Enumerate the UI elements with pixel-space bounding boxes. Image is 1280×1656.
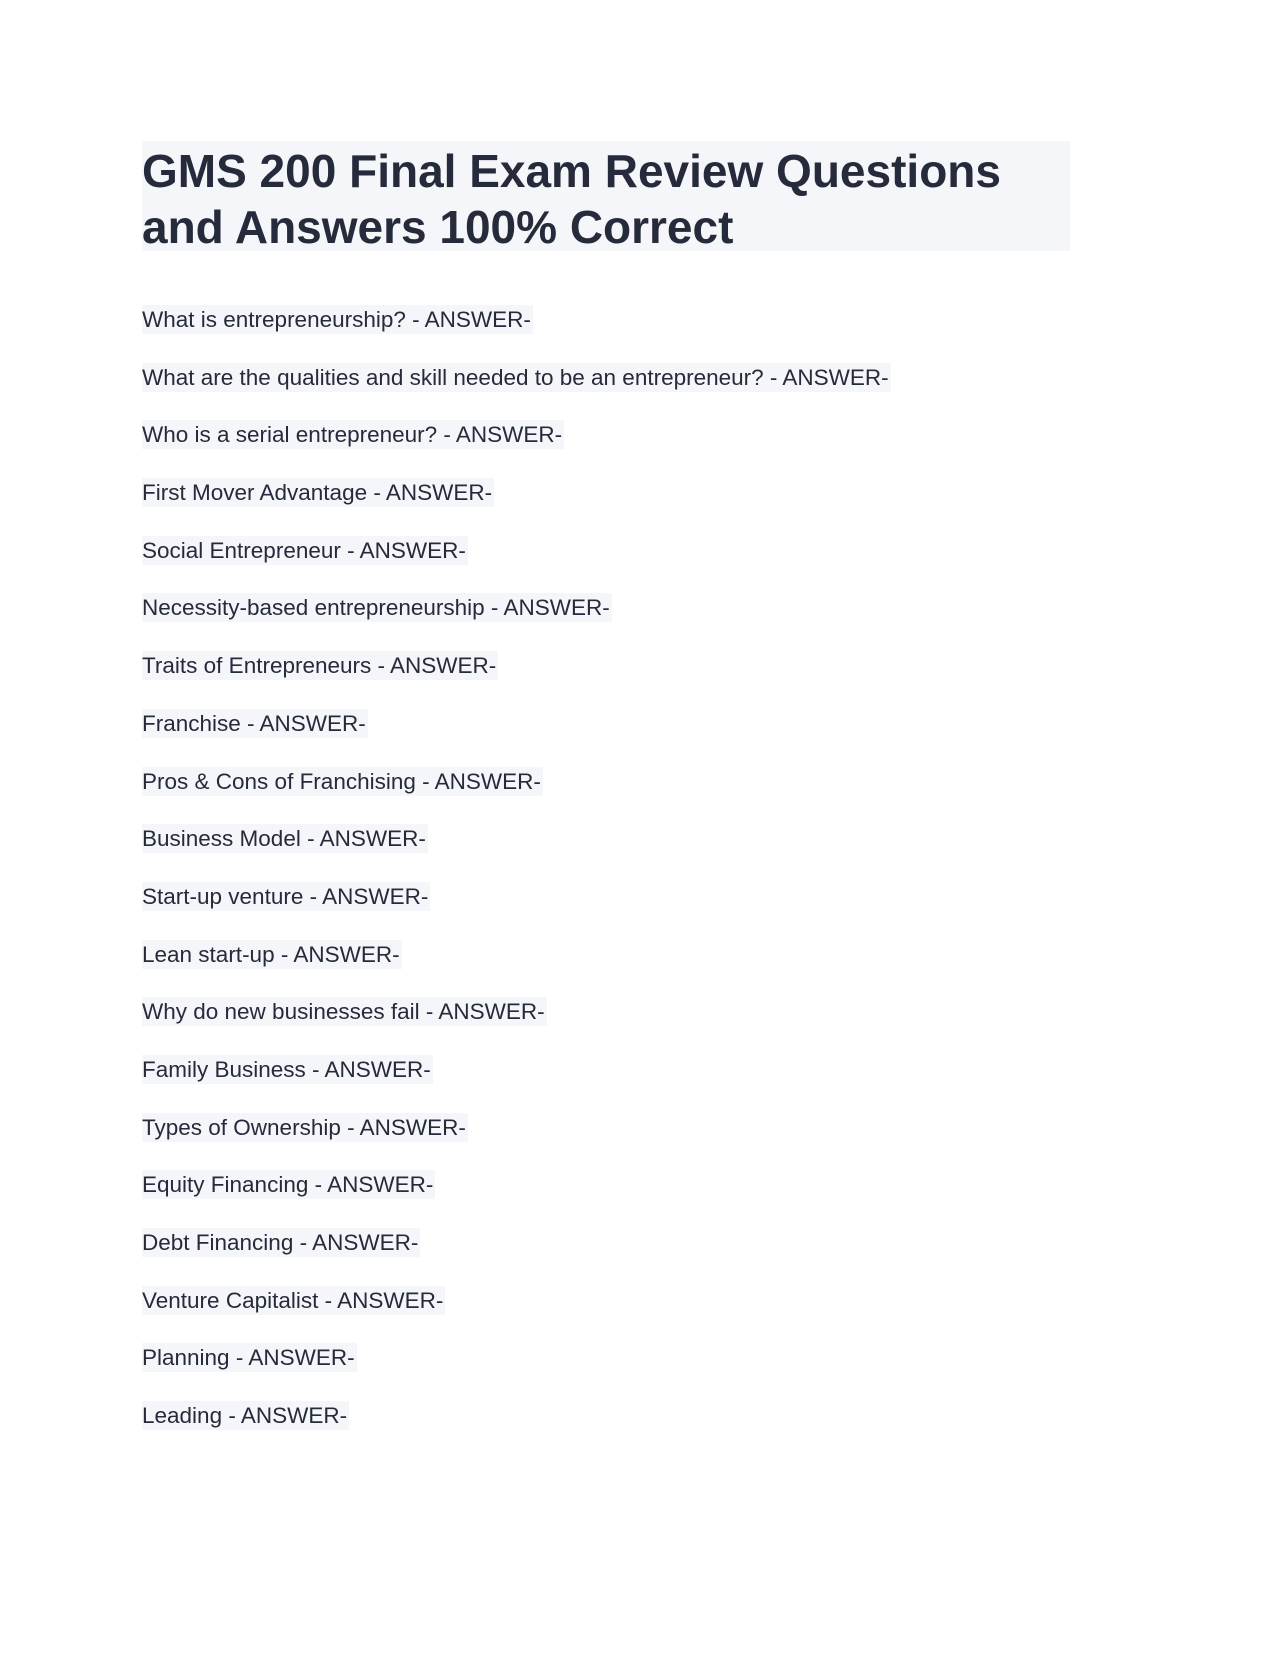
question-list bbox=[142, 305, 891, 1459]
question-text: Necessity-based entrepreneurship - ANSWER- bbox=[142, 595, 610, 621]
list-item bbox=[142, 651, 891, 709]
list-item bbox=[142, 882, 891, 940]
title-block bbox=[142, 141, 1070, 251]
list-item bbox=[142, 1401, 891, 1459]
list-item bbox=[142, 1055, 891, 1113]
question-text: Traits of Entrepreneurs - ANSWER- bbox=[142, 653, 497, 679]
question-text: Venture Capitalist - ANSWER- bbox=[142, 1287, 444, 1313]
question-text: Leading - ANSWER- bbox=[142, 1403, 348, 1429]
question-text: What is entrepreneurship? - ANSWER- bbox=[142, 307, 531, 332]
question-text: Business Model - ANSWER- bbox=[142, 826, 426, 852]
list-item bbox=[142, 709, 891, 767]
list-item bbox=[142, 305, 891, 363]
question-text: Equity Financing - ANSWER- bbox=[142, 1172, 434, 1198]
list-item bbox=[142, 1343, 891, 1401]
question-text: Planning - ANSWER- bbox=[142, 1345, 355, 1371]
question-text: Debt Financing - ANSWER- bbox=[142, 1230, 419, 1255]
question-text: First Mover Advantage - ANSWER- bbox=[142, 480, 493, 506]
list-item bbox=[142, 940, 891, 998]
question-text: What are the qualities and skill needed to be an entrepreneur? - ANSWER- bbox=[142, 364, 889, 390]
question-text: Start-up venture - ANSWER- bbox=[142, 883, 429, 909]
list-item bbox=[142, 478, 891, 536]
list-item bbox=[142, 767, 891, 825]
question-text: Social Entrepreneur - ANSWER- bbox=[142, 537, 466, 563]
question-text: Lean start-up - ANSWER- bbox=[142, 941, 400, 967]
question-text: Family Business - ANSWER- bbox=[142, 1056, 431, 1082]
list-item bbox=[142, 420, 891, 478]
question-text: Types of Ownership - ANSWER- bbox=[142, 1114, 466, 1140]
list-item bbox=[142, 1113, 891, 1171]
list-item bbox=[142, 1170, 891, 1228]
list-item bbox=[142, 536, 891, 594]
list-item bbox=[142, 997, 891, 1055]
list-item bbox=[142, 1286, 891, 1344]
question-text: Pros & Cons of Franchising - ANSWER- bbox=[142, 768, 541, 794]
list-item bbox=[142, 1228, 891, 1286]
question-text: Franchise - ANSWER- bbox=[142, 710, 366, 736]
list-item bbox=[142, 363, 891, 421]
question-text: Why do new businesses fail - ANSWER- bbox=[142, 999, 545, 1025]
document-page bbox=[142, 141, 1070, 1429]
list-item bbox=[142, 593, 891, 651]
document-title: GMS 200 Final Exam Review Questions and Answers 100% Correct bbox=[142, 145, 1001, 253]
list-item bbox=[142, 824, 891, 882]
question-text: Who is a serial entrepreneur? - ANSWER- bbox=[142, 422, 563, 448]
